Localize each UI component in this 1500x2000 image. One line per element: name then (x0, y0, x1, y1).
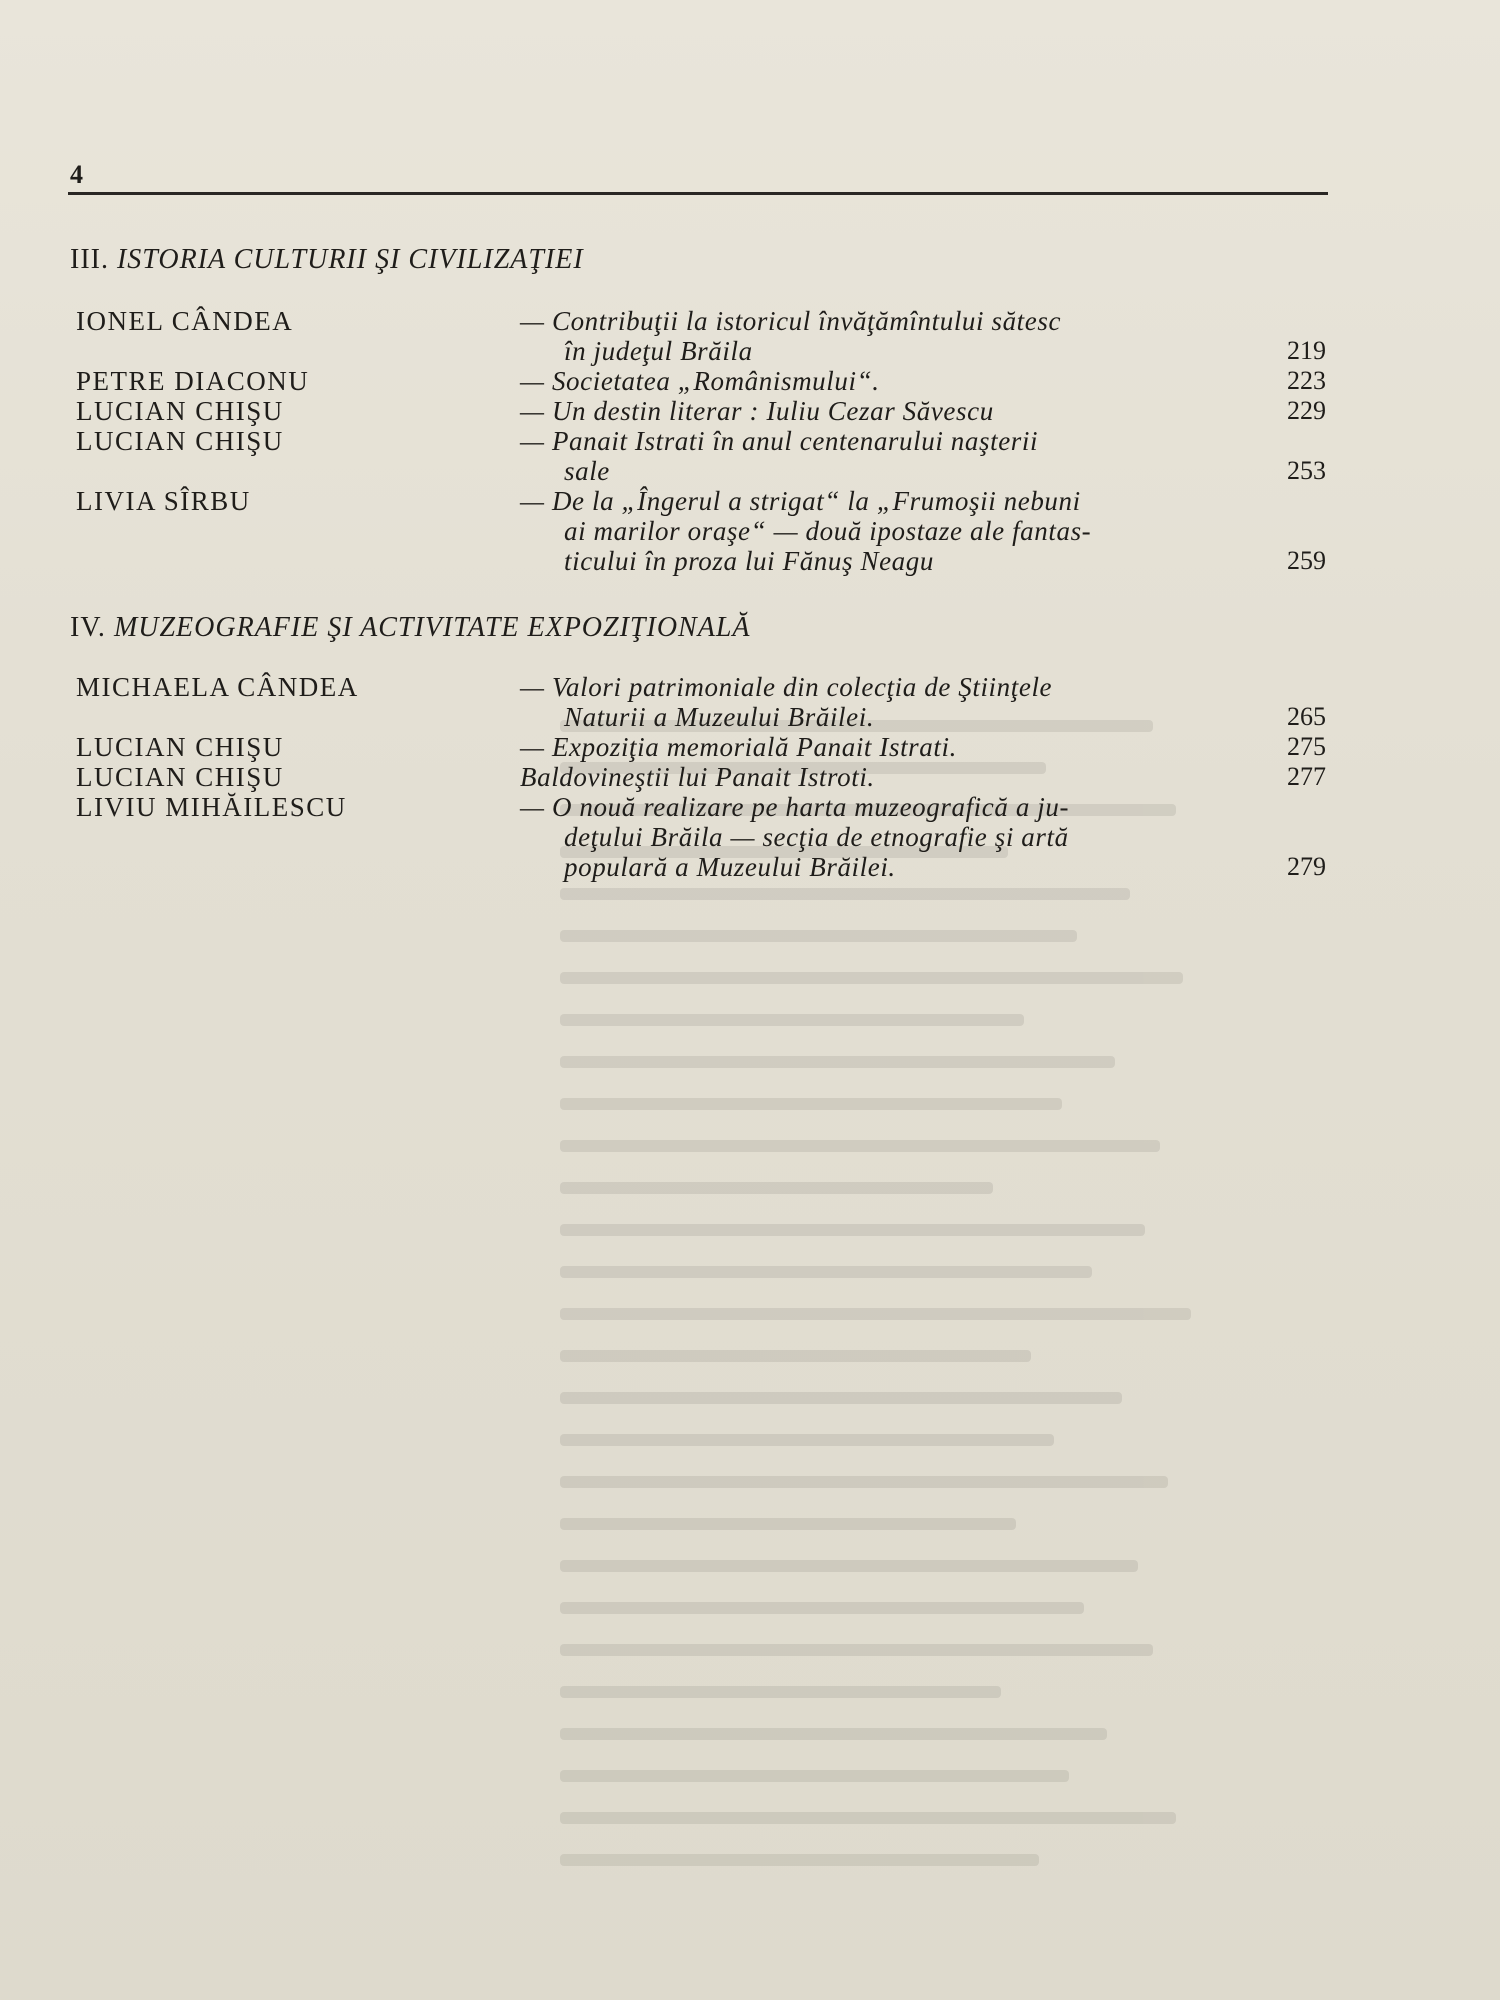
entry-page: 223 (1287, 366, 1326, 395)
entry-title-line: Baldovineştii lui Panait Istroti. (520, 762, 875, 792)
entry-title-line: — Panait Istrati în anul centenarului naşterii (520, 426, 1039, 456)
entry-page: 275 (1287, 732, 1326, 761)
entry-title-line: Naturii a Muzeului Brăilei. (564, 702, 875, 732)
entry-title-line: populară a Muzeului Brăilei. (564, 852, 896, 882)
entry-page: 219 (1287, 336, 1326, 365)
entry-author: IONEL CÂNDEA (76, 306, 294, 336)
entry-page: 265 (1287, 702, 1326, 731)
section-name: ISTORIA CULTURII ŞI CIVILIZAŢIEI (116, 244, 584, 275)
entry-page: 259 (1287, 546, 1326, 575)
entry-author: LUCIAN CHIŞU (76, 732, 284, 762)
entry-title-line: — Societatea „Românismului“. (520, 366, 880, 396)
entry-author: MICHAELA CÂNDEA (76, 672, 359, 702)
bleed-through-background (560, 720, 1320, 1980)
entry-title (520, 306, 1240, 366)
section-title-iii (70, 244, 584, 276)
entry-author: LIVIU MIHĂILESCU (76, 792, 347, 822)
entry-author: LUCIAN CHIŞU (76, 396, 284, 426)
entry-page: 279 (1287, 852, 1326, 881)
entry-title (520, 762, 1240, 792)
page-number: 4 (70, 160, 83, 189)
entry-title (520, 396, 1240, 426)
entry-title (520, 486, 1240, 576)
entry-title (520, 426, 1240, 486)
entry-title (520, 366, 1240, 396)
entry-title-line: — Un destin literar : Iuliu Cezar Săvescu (520, 396, 994, 426)
entry-title-line: ticului în proza lui Fănuş Neagu (564, 546, 934, 576)
section-name: MUZEOGRAFIE ŞI ACTIVITATE EXPOZIŢIONALĂ (113, 612, 751, 643)
entry-title-line: — Valori patrimoniale din colecţia de Ştiinţele (520, 672, 1053, 702)
entry-author: LUCIAN CHIŞU (76, 426, 284, 456)
entry-title-line: — O nouă realizare pe harta muzeografică a ju- (520, 792, 1070, 822)
section-numeral: IV. (70, 612, 106, 643)
entry-title-line: în judeţul Brăila (564, 336, 753, 366)
entry-title-line: sale (564, 456, 610, 486)
entry-title-line: deţului Brăila — secţia de etnografie şi artă (564, 822, 1069, 852)
section-title-iv (70, 612, 751, 644)
entry-title (520, 732, 1240, 762)
entry-title (520, 792, 1240, 882)
entry-author: LIVIA SÎRBU (76, 486, 251, 516)
section-numeral: III. (70, 244, 109, 275)
entry-title-line: ai marilor oraşe“ — două ipostaze ale fantas- (564, 516, 1092, 546)
entry-author: LUCIAN CHIŞU (76, 762, 284, 792)
entry-title-line: — De la „Îngerul a strigat“ la „Frumoşii nebuni (520, 486, 1081, 516)
entry-page: 229 (1287, 396, 1326, 425)
header-rule (68, 192, 1328, 195)
entry-title-line: — Expoziţia memorială Panait Istrati. (520, 732, 957, 762)
entry-title-line: — Contribuţii la istoricul învăţămîntului sătesc (520, 306, 1062, 336)
entry-page: 277 (1287, 762, 1326, 791)
entry-page: 253 (1287, 456, 1326, 485)
entry-title (520, 672, 1240, 732)
entry-author: PETRE DIACONU (76, 366, 310, 396)
